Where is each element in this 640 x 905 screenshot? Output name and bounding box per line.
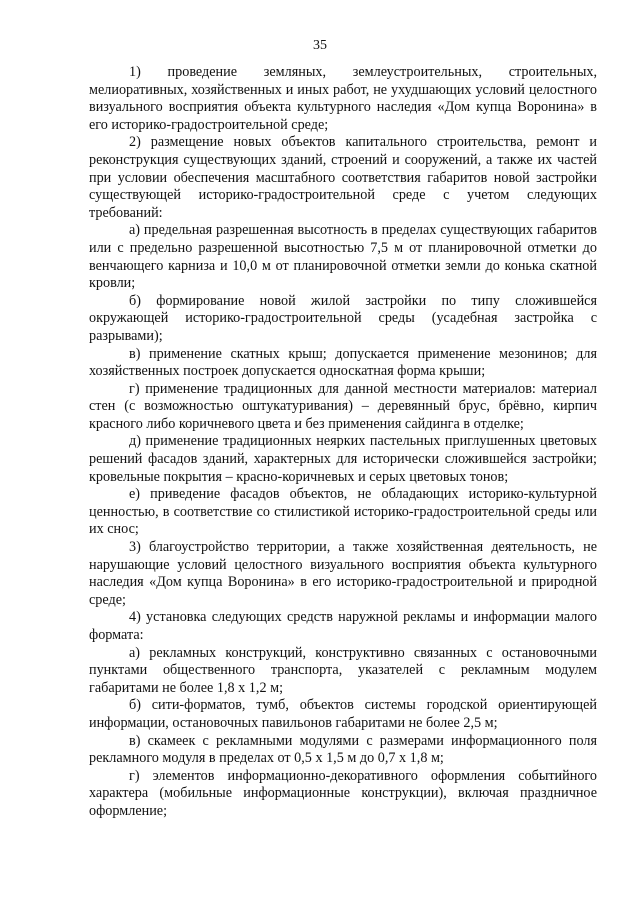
paragraph-item-4-subitem-b: б) сити-форматов, тумб, объектов системы городской ориентирующей информации, остановочных павильонов габаритами не более 2,5 м; <box>89 697 597 731</box>
paragraph-item-3: 3) благоустройство территории, а также хозяйственная деятельность, не нарушающие условий целостного визуального восприятия объекта культурного наследия «Дом купца Воронина» в его историко-градостроительной и природной среде; <box>89 539 597 608</box>
paragraph-item-2: 2) размещение новых объектов капитального строительства, ремонт и реконструкция существующих зданий, строений и сооружений, а также их частей при условии обеспечения масштабного соответствия габаритов новой застройки существующей историко-градостроительной среде с учетом следующих требований: <box>89 134 597 221</box>
paragraph-item-4-subitem-g: г) элементов информационно-декоративного оформления событийного характера (мобильные информационные конструкции), включая праздничное оформление; <box>89 767 597 819</box>
paragraph-item-4-subitem-v: в) скамеек с рекламными модулями с размерами информационного поля рекламного модуля в пределах от 0,5 х 1,5 м до 0,7 х 1,8 м; <box>89 732 597 767</box>
paragraph-item-1: 1) проведение земляных, землеустроительных, строительных, мелиоративных, хозяйственных и иных работ, не ухудшающих условий целостного визуального восприятия объекта культурного наследия «Дом купца Воронина» в его историко-градостроительной среде; <box>89 64 597 133</box>
paragraph-subitem-e: е) приведение фасадов объектов, не обладающих историко-культурной ценностью, в соответствие со стилистикой историко-градостроительной среды или их снос; <box>89 486 597 538</box>
paragraph-item-4-subitem-a: а) рекламных конструкций, конструктивно связанных с остановочными пунктами общественного транспорта, указателей с рекламным модулем габаритами не более 1,8 х 1,2 м; <box>89 644 597 696</box>
paragraph-subitem-a: а) предельная разрешенная высотность в пределах существующих габаритов или с предельно разрешенной высотностью 7,5 м от планировочной отметки до венчающего карниза и 10,0 м от планировочной отметки земли до конька скатной кровли; <box>89 222 597 292</box>
paragraph-item-4: 4) установка следующих средств наружной рекламы и информации малого формата: <box>89 609 597 643</box>
document-body <box>89 64 597 821</box>
paragraph-subitem-g: г) применение традиционных для данной местности материалов: материал стен (с возможностью оштукатуривания) – деревянный брус, брёвно, кирпич красного либо коричневого цвета и без применения сайдинга в отделке; <box>89 380 597 432</box>
paragraph-subitem-b: б) формирование новой жилой застройки по типу сложившейся окружающей историко-градостроительной среды (усадебная застройка с разрывами); <box>89 292 597 344</box>
paragraph-subitem-d: д) применение традиционных неярких пастельных приглушенных цветовых решений фасадов зданий, характерных для исторически сложившейся застройки; кровельные покрытия – красно-коричневых и серых цветовых тонов; <box>89 433 597 485</box>
paragraph-subitem-v: в) применение скатных крыш; допускается применение мезонинов; для хозяйственных построек допускается односкатная форма крыши; <box>89 345 597 380</box>
page-number: 35 <box>313 38 327 53</box>
